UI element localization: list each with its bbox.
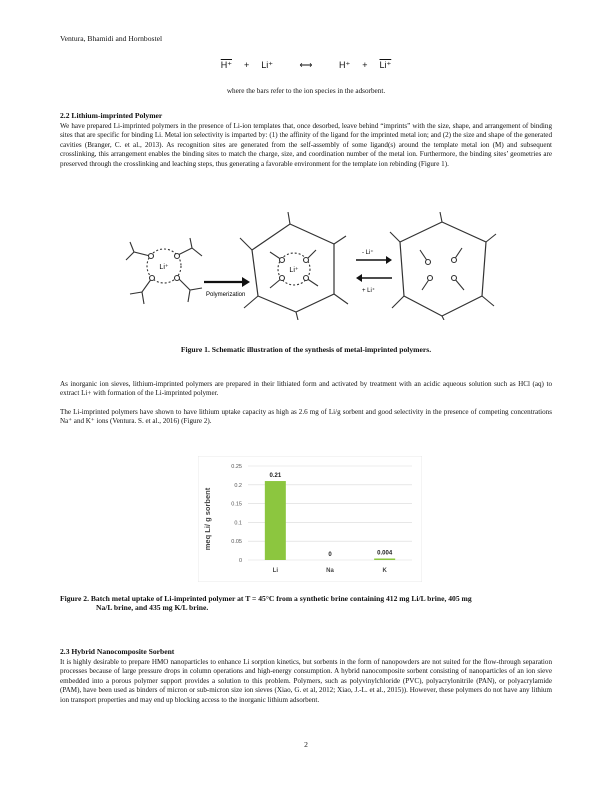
figure2-bar-chart (198, 456, 422, 582)
section-heading-2-3: 2.3 Hybrid Nanocomposite Sorbent (60, 647, 175, 656)
figure2-caption-line2: Na/L brine, and 435 mg K/L brine. (96, 603, 209, 612)
section-2-2-paragraph: We have prepared Li-imprinted polymers in the presence of Li-ion templates that, once desorbed, leave behind “imprints” with the size, shape, and arrangement of binding sites that are specific for binding Li. Metal ion selectivity is imparted by: (1) the affinity of the ligand for the imprinted metal ion; and (2) the size and shape of the generated cavities (Branger, C. et al., 2013). As recognition sites are generated from the self-assembly of some ligand(s) around the template metal ion (M) and subsequent crosslinking, this arrangement enables the binding sites to match the charge, size, and coordination number of the metal ion. Furthermore, the binding sites’ geometries are preserved through the crosslinking and leaching steps, thus generating a favorable environment for the template ion rebinding (Figure 1). (60, 122, 552, 168)
li-ion-label: Li⁺ (159, 264, 169, 271)
equation-note: where the bars refer to the ion species in the adsorbent. (226, 87, 386, 95)
polymerization-label: Polymerization (206, 292, 246, 298)
figure2-caption-line1: Figure 2. Batch metal uptake of Li-imprinted polymer at T = 45°C from a synthetic brine containing 412 mg Li/L brine, 405 mg (60, 594, 472, 603)
x-tick-label: Li (272, 568, 279, 574)
figure1-caption: Figure 1. Schematic illustration of the synthesis of metal-imprinted polymers. (180, 345, 432, 354)
eq-li-solution: Li⁺ (261, 60, 274, 70)
section-2-3-paragraph: It is highly desirable to prepare HMO nanoparticles to enhance Li sorption kinetics, but sorbents in the form of nanopowders are not suited for the flow-through separation processes because of large pressure drops in column operations and high-energy consumption. A hybrid nanocomposite sorbent consisting of nanoparticles of an ion sieve embedded into a porous polymer support provides a solution to this problem. Polymers, such as polyvinylchloride (PVC), polyacrylonitrile (PAN), or polyacrylamide (PAM), have been used as binders of micron or sub-micron size ion sieves (Xiao, G. et al, 2012; Xiao, J.-L. et al., 2015)). However, these polymers do not have any lithium ion transport properties and may end up blocking access to the inorganic lithium adsorbent. (60, 658, 552, 704)
monomer-arm (130, 278, 152, 304)
y-tick-label: 0.1 (234, 520, 242, 527)
x-tick-label: Na (326, 568, 334, 574)
eq-h-adsorbed: H⁺ (220, 60, 232, 70)
chart-frame (198, 456, 422, 582)
monomer-arm (178, 238, 202, 256)
paragraph-uptake: The Li-imprinted polymers have shown to have lithium uptake capacity as high as 2.6 mg of Li/g sorbent and good selectivity in the presence of competing concentrations Na⁺ and K⁺ ions (Ventura. S. et al., 2016) (Figure 2). (60, 408, 552, 426)
imprinted-polymer (400, 222, 486, 316)
y-tick-label: 0.05 (231, 539, 242, 546)
eq-h-solution: H⁺ (338, 60, 351, 70)
bar-li (265, 481, 286, 560)
li-ion-label-network: Li⁺ (289, 267, 299, 274)
running-header: Ventura, Bhamidi and Hornbostel (60, 34, 163, 43)
bar-k (374, 558, 395, 560)
plus-li-label: + Li⁺ (362, 288, 376, 294)
monomer-arm (126, 242, 150, 260)
data-label: 0.21 (269, 473, 282, 480)
y-tick-label: 0.15 (231, 501, 242, 508)
x-tick-label: K (382, 568, 387, 574)
section-heading-2-2: 2.2 Lithium-imprinted Polymer (60, 111, 163, 120)
y-axis-label: meq Li/ g sorbent (203, 487, 212, 551)
y-tick-label: 0 (238, 558, 242, 564)
figure1-schematic (120, 212, 500, 320)
paragraph-inorganic: As inorganic ion sieves, lithium-imprinted polymers are prepared in their lithiated form and activated by treatment with an acidic aqueous solution such as HCl (aq) to extract Li+ with formation of the Li-imprinted polymer. (60, 380, 552, 398)
eq-li-adsorbed: Li⁺ (379, 60, 392, 70)
eq-plus: + (362, 60, 368, 70)
eq-plus: + (244, 60, 250, 70)
monomer-arm (178, 278, 202, 302)
y-tick-label: 0.2 (234, 482, 242, 489)
minus-li-label: - Li⁺ (362, 250, 374, 256)
y-tick-label: 0.25 (231, 464, 242, 470)
data-label: 0.004 (377, 550, 393, 557)
data-label: 0 (328, 552, 332, 558)
eq-arrow: ⟷ (299, 60, 313, 70)
page-number: 2 (304, 740, 308, 749)
exchange-equation (0, 60, 612, 71)
figure2-caption (60, 594, 560, 612)
